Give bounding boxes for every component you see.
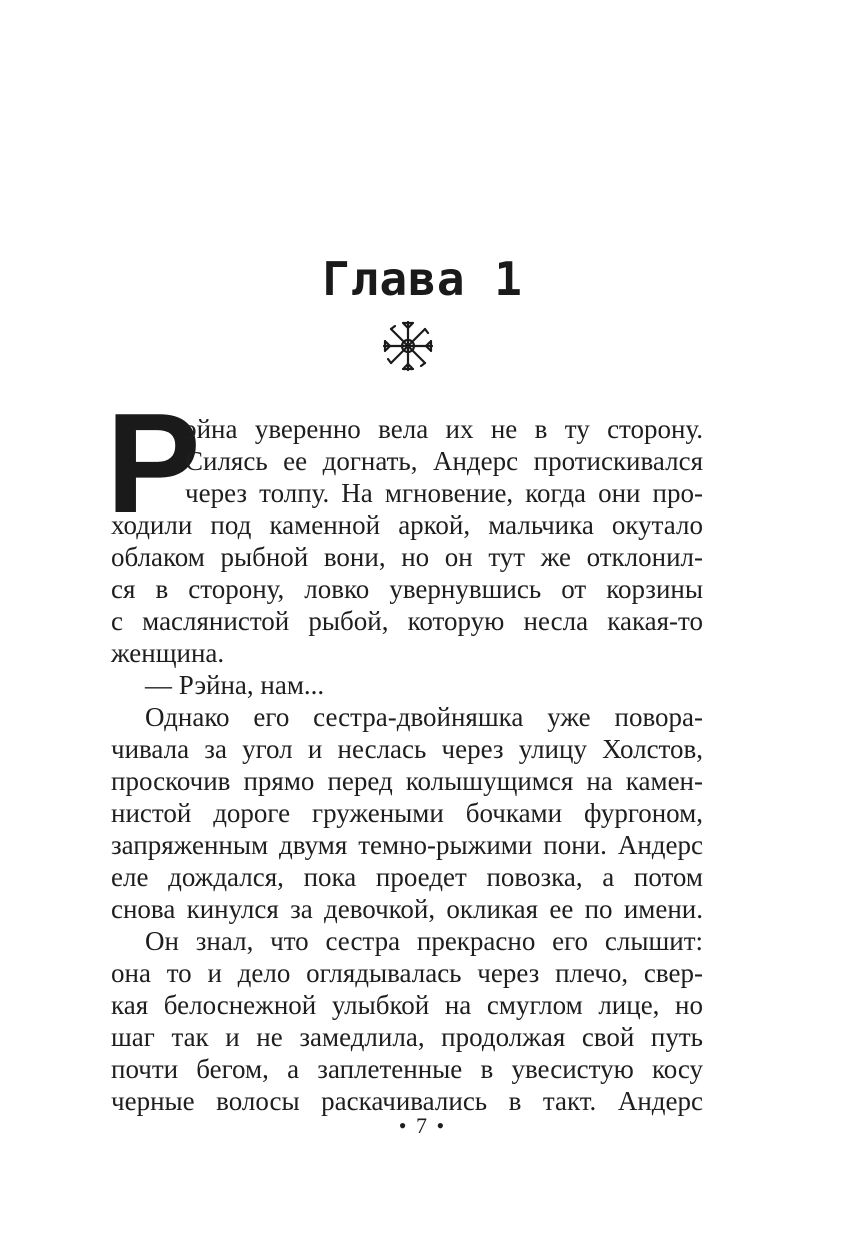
text-line: чивала за угол и неслась через улицу Холстов, xyxy=(111,734,703,764)
text-line: Однако его сестра-двойняшка уже повора- xyxy=(145,702,703,732)
text-line: ходили под каменной аркой, мальчика окутало xyxy=(111,510,703,540)
text-line: ся в сторону, ловко увернувшись от корзины xyxy=(111,574,703,604)
dialogue-line: — Рэйна, нам... xyxy=(145,670,325,700)
text-line: шаг так и не замедлила, продолжая свой путь xyxy=(111,1022,703,1052)
text-line: запряженным двумя темно-рыжими пони. Андерс xyxy=(111,830,703,860)
text-line: Силясь ее догнать, Андерс протискивался xyxy=(185,446,703,476)
text-line: женщина. xyxy=(111,638,225,668)
text-line: нистой дороге гружеными бочками фургоном, xyxy=(111,798,703,828)
text-line: с маслянистой рыбой, которую несла какая-то xyxy=(111,606,703,636)
drop-cap: Р xyxy=(106,384,201,543)
page-number: • 7 • xyxy=(398,1113,447,1138)
text-line: эйна уверенно вела их не в ту сторону. xyxy=(185,414,703,444)
text-line: еле дождался, пока проедет повозка, а потом xyxy=(111,862,703,892)
text-line: через толпу. На мгновение, когда они про- xyxy=(185,478,703,508)
text-line: Он знал, что сестра прекрасно его слышит: xyxy=(145,926,703,956)
compass-rune-icon xyxy=(380,318,436,374)
text-line: черные волосы раскачивались в такт. Андерс xyxy=(111,1086,703,1116)
text-line: снова кинулся за девочкой, окликая ее по имени. xyxy=(111,894,703,924)
chapter-title: Глава 1 xyxy=(322,252,523,306)
text-line: проскочив прямо перед колышущимся на камен- xyxy=(111,766,703,796)
text-line: облаком рыбной вони, но он тут же отклонил- xyxy=(111,542,703,572)
text-line: она то и дело оглядывалась через плечо, свер- xyxy=(111,958,703,988)
text-line: кая белоснежной улыбкой на смуглом лице, но xyxy=(111,990,703,1020)
text-line: почти бегом, а заплетенные в увесистую косу xyxy=(111,1054,703,1084)
